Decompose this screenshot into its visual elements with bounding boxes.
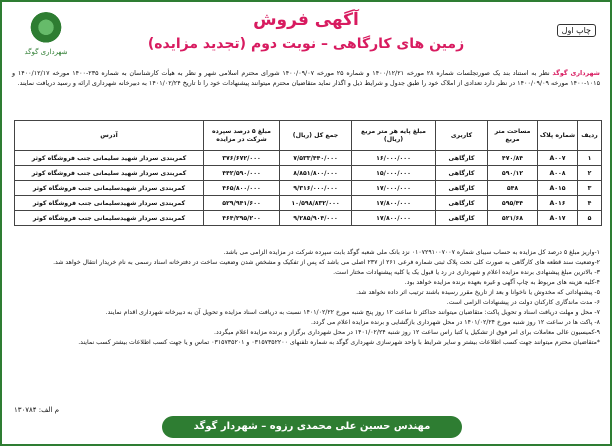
cell-usage: کارگاهی bbox=[436, 181, 488, 196]
cell-deposit: ۴۴۲/۵۹۰/۰۰۰ bbox=[204, 166, 280, 181]
logo-caption: شهرداری گوگد bbox=[24, 48, 68, 56]
table-row bbox=[15, 151, 602, 166]
condition-item: ۲-وضعیت سند قطعه های کارگاهی به صورت کلی تحت پلاک ثبتی شماره فرعی ۲۶۱ از ۲۳۷ اصلی می باشد که پس از تفکیک و مشخص شدن وضعیت ساخت در دفترخانه اسناد رسمی به نام خریدار انتقال خواهد شد. bbox=[53, 259, 600, 266]
cell-deposit: ۳۷۶/۶۷۲/۰۰۰ bbox=[204, 151, 280, 166]
cell-area: ۵۹۵/۴۴ bbox=[488, 196, 538, 211]
intro-text: نظر به استناد بند یک صورتجلسات شماره ۲۸ مورخه ۱۴۰۰/۱۲/۲۱ و شماره ۲۵ مورخه ۱۴۰۰/۰۹/۰۷ شورای محترم اسلامی شهر و نظر به هیأت کارشناسان به شماره ۲۳۵-۱۴۰۰ مورخه ۱۴۰۰/۱۲/۱۷ و ۱۰۱۵-۱۴۰۰ مورخه ۱۴۰۰/۰۹/۰۹ در نظر دارد تعدادی از املاک خود را طبق جدول و شرایط ذیل و اگذار نماید متقاضیان محترم میتوانند پیشنهادات خود را تا تاریخ ۱۴۰۱/۰۲/۲۴ به دبیرخانه شهرداری ارائه و رسید دریافت نمایند. bbox=[12, 69, 600, 87]
cell-area: ۵۴۸ bbox=[488, 181, 538, 196]
cell-usage: کارگاهی bbox=[436, 211, 488, 226]
cell-address: کمربندی سردار شهید سلیمانی جنب فروشگاه کوثر bbox=[15, 166, 204, 181]
col-usage: کاربری bbox=[436, 121, 488, 151]
cell-base-price: ۱۶/۰۰۰/۰۰۰ bbox=[352, 151, 436, 166]
cell-total: ۹/۳۱۶/۰۰۰/۰۰۰ bbox=[280, 181, 352, 196]
cell-row: ۳ bbox=[578, 181, 602, 196]
cell-base-price: ۱۷/۸۰۰/۰۰۰ bbox=[352, 211, 436, 226]
cell-row: ۵ bbox=[578, 211, 602, 226]
reference-number: م الف: ۱۳۰۷۸۴ bbox=[14, 406, 60, 414]
condition-item: ۸- پاکت ها در ساعت ۱۲ روز شنبه مورخ ۱۴۰۱/۰۲/۲۴ در محل شهرداری بازگشایی و برنده مزایده اعلام می گردد. bbox=[311, 319, 600, 326]
cell-plaque: A۰۰۷ bbox=[538, 151, 578, 166]
table-row bbox=[15, 196, 602, 211]
condition-item: ۱-واریز مبلغ ۵ درصد کل مزایده به حساب سیبای شماره ۰۱۰۷۲۹۱۰۰۷۰۰۷ نزد بانک ملی شعبه گوگد بابت سپرده شرکت در مزایده الزامی می باشد. bbox=[223, 249, 600, 256]
cell-address: کمربندی سردار شهید سلیمانی جنب فروشگاه کوثر bbox=[15, 151, 204, 166]
cell-plaque: A۰۱۵ bbox=[538, 181, 578, 196]
condition-item: ۹-کمیسیون عالی معاملات برای امر فوق از تشکیل یا کتبا راس ساعت ۱۲ روز شنبه ۱۴۰۱/۰۲/۲۴ در محل شهرداری برگزار و برنده مزایده اعلام میگردد. bbox=[214, 329, 600, 336]
cell-area: ۵۲۱/۶۸ bbox=[488, 211, 538, 226]
cell-row: ۱ bbox=[578, 151, 602, 166]
cell-usage: کارگاهی bbox=[436, 196, 488, 211]
ad-title: آگهی فروش bbox=[253, 10, 359, 30]
col-total: جمع کل (ریال) bbox=[280, 121, 352, 151]
table-header-row bbox=[15, 121, 602, 151]
cell-base-price: ۱۷/۰۰۰/۰۰۰ bbox=[352, 181, 436, 196]
col-address: آدرس bbox=[15, 121, 204, 151]
cell-total: ۹/۲۸۵/۹۰۴/۰۰۰ bbox=[280, 211, 352, 226]
cell-total: ۸/۸۵۱/۸۰۰/۰۰۰ bbox=[280, 166, 352, 181]
cell-deposit: ۴۶۵/۸۰۰/۰۰۰ bbox=[204, 181, 280, 196]
cell-area: ۵۹۰/۱۲ bbox=[488, 166, 538, 181]
cell-base-price: ۱۵/۰۰۰/۰۰۰ bbox=[352, 166, 436, 181]
mayor-signature-banner: مهندس حسین علی محمدی رزوه – شهردار گوگد bbox=[162, 416, 462, 438]
intro-org: شهرداری گوگد bbox=[552, 69, 600, 77]
condition-item: ۳- بالاترین مبلغ پیشنهادی برنده مزایده اعلام و شهرداری در رد یا قبول یک یا کلیه پیشنهادات مختار است. bbox=[333, 269, 600, 276]
ad-subtitle: زمین های کارگاهی – نوبت دوم (تجدید مزایده) bbox=[147, 36, 465, 52]
cell-total: ۷/۵۳۳/۴۴۰/۰۰۰ bbox=[280, 151, 352, 166]
condition-item: ۵- پیشنهاداتی که مخدوش یا ناخوانا و بعد از تاریخ مقرر رسیده باشند ترتیب اثر داده نخواهد شد. bbox=[356, 289, 600, 296]
properties-table bbox=[14, 120, 602, 226]
cell-usage: کارگاهی bbox=[436, 151, 488, 166]
cell-address: کمربندی سردار شهیدسلیمانی جنب فروشگاه کوثر bbox=[15, 181, 204, 196]
table-row bbox=[15, 166, 602, 181]
col-row: ردیف bbox=[578, 121, 602, 151]
cell-deposit: ۴۶۴/۲۹۵/۲۰۰ bbox=[204, 211, 280, 226]
condition-item: ۶- مدت ماندگاری کارکنان دولت در پیشنهادات الزامی است. bbox=[446, 299, 600, 306]
cell-base-price: ۱۷/۸۰۰/۰۰۰ bbox=[352, 196, 436, 211]
col-plaque: شماره پلاک bbox=[538, 121, 578, 151]
cell-row: ۴ bbox=[578, 196, 602, 211]
col-deposit: مبلغ ۵ درصد سپرده شرکت در مزایده bbox=[204, 121, 280, 151]
cell-address: کمربندی سردار شهیدسلیمانی جنب فروشگاه کوثر bbox=[15, 196, 204, 211]
condition-item: ۴-کلیه هزینه های مربوط به چاپ آگهی و غیره بعهده برنده مزایده خواهد بود. bbox=[404, 279, 600, 286]
cell-row: ۲ bbox=[578, 166, 602, 181]
condition-item: ۷- محل و مهلت دریافت اسناد و تحویل پاکت: متقاضیان میتوانند حداکثر تا ساعت ۱۲ روز پنج شنبه مورخ ۱۴۰۱/۰۲/۲۲ نسبت به دریافت اسناد مزایده و تحویل آن به دبیرخانه شهرداری اقدام نمایند. bbox=[105, 309, 600, 316]
intro-paragraph bbox=[12, 68, 600, 88]
table-row bbox=[15, 181, 602, 196]
col-base-price: مبلغ پایه هر متر مربع (ریال) bbox=[352, 121, 436, 151]
cell-plaque: A۰۰۸ bbox=[538, 166, 578, 181]
col-area: مساحت متر مربع bbox=[488, 121, 538, 151]
cell-plaque: A۰۱۷ bbox=[538, 211, 578, 226]
cell-usage: کارگاهی bbox=[436, 166, 488, 181]
cell-total: ۱۰/۵۹۸/۸۳۲/۰۰۰ bbox=[280, 196, 352, 211]
condition-item: *متقاضیان محترم میتوانند جهت کسب اطلاعات بیشتر و سایر شرایط با واحد شهرسازی شهرداری گوگد به شماره تلفنهای ۰۳۱۵۷۳۵۲۲۰۰ و ۰۳۱۵۷۳۵۲۰۱ تماس و یا جهت کسب اطلاعات بیشتر کسب نمایند. bbox=[78, 339, 600, 346]
cell-deposit: ۵۲۹/۹۴۱/۶۰۰ bbox=[204, 196, 280, 211]
cell-address: کمربندی سردار شهیدسلیمانی جنب فروشگاه کوثر bbox=[15, 211, 204, 226]
table-row bbox=[15, 211, 602, 226]
print-edition-badge: چاپ اول bbox=[557, 24, 596, 37]
conditions-list bbox=[12, 248, 600, 348]
cell-area: ۴۷۰/۸۴ bbox=[488, 151, 538, 166]
cell-plaque: A۰۱۶ bbox=[538, 196, 578, 211]
